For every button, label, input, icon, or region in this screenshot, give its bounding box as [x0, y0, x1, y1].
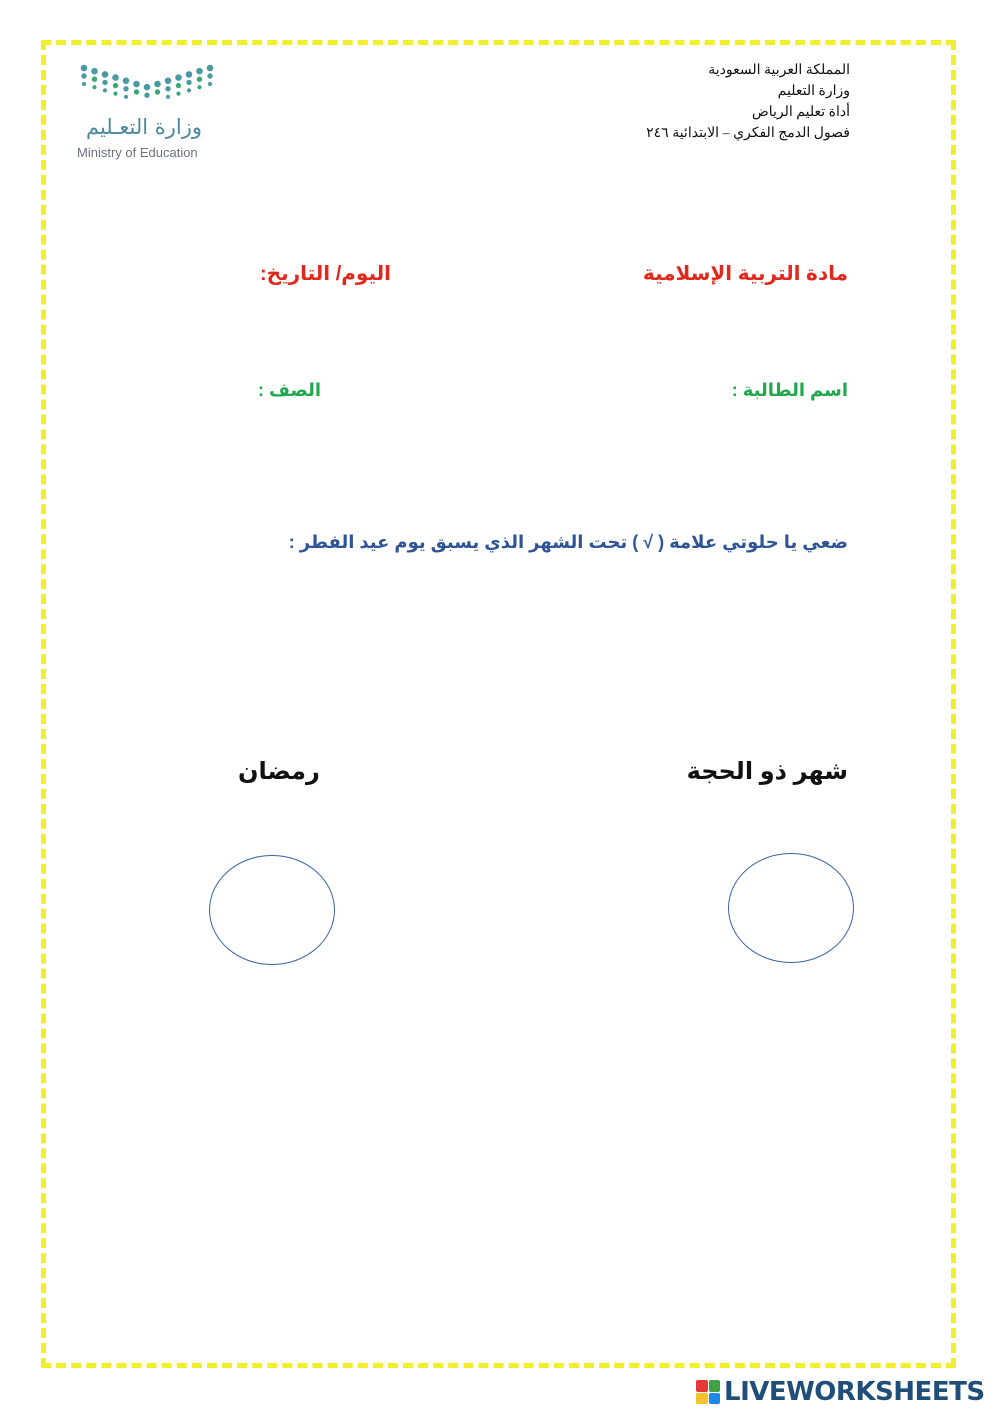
logo-dot [91, 68, 98, 75]
logo-dot [187, 88, 191, 92]
logo-dot [92, 85, 96, 89]
logo-dot [186, 80, 191, 85]
logo-dot [155, 89, 160, 94]
logo-dot [165, 86, 170, 91]
logo-dot [154, 81, 161, 88]
logo-dot [112, 74, 119, 81]
logo-dot [81, 65, 88, 72]
logo-dot [165, 78, 172, 85]
header-block [530, 60, 850, 144]
page-border [41, 40, 956, 1368]
logo-dot [103, 88, 107, 92]
logo-dot [123, 78, 130, 85]
header-line-ministry: وزارة التعليم [777, 84, 850, 99]
logo-dot [144, 93, 149, 98]
logo-dot [123, 86, 128, 91]
watermark-text: LIVEWORKSHEETS [724, 1377, 985, 1407]
header-line-country: المملكة العربية السعودية [708, 63, 850, 78]
answer-circle-dhul-hijjah[interactable] [728, 853, 854, 963]
logo-dot [166, 95, 170, 99]
logo-dot [176, 83, 181, 88]
logo-dot [134, 89, 139, 94]
answer-circle-ramadan[interactable] [209, 855, 335, 965]
logo-arabic-text: وزارة التعـليم [85, 115, 203, 139]
logo-dot [133, 81, 140, 88]
option-label-ramadan: رمضان [238, 758, 320, 785]
logo-dot [81, 73, 86, 78]
logo-dot [113, 92, 117, 96]
logo-dot [175, 74, 182, 81]
header-line-region: أداة تعليم الرياض [751, 105, 850, 120]
logo-dot [176, 92, 180, 96]
logo-dot [197, 85, 201, 89]
liveworksheets-logo-icon [696, 1380, 720, 1404]
logo-dot [102, 80, 107, 85]
logo-dot [196, 68, 203, 75]
logo-dot [102, 71, 109, 78]
logo-dot [124, 95, 128, 99]
logo-english-text: Ministry of Education [77, 145, 198, 160]
logo-dot [207, 73, 212, 78]
subject-title: مادة التربية الإسلامية [642, 263, 848, 285]
logo-dot [207, 65, 214, 72]
logo-dot [144, 84, 151, 91]
student-name-label: اسم الطالبة : [731, 380, 848, 400]
date-label: اليوم/ التاريخ: [260, 263, 391, 285]
logo-dot [113, 83, 118, 88]
logo-dot [82, 82, 86, 86]
logo-dot [208, 82, 212, 86]
header-line-school: فصول الدمج الفكري – الابتدائية ٢٤٦ [646, 126, 850, 141]
logo-dot [92, 77, 97, 82]
option-label-dhul-hijjah: شهر ذو الحجة [686, 758, 848, 785]
logo-dot [186, 71, 193, 78]
class-label: الصف : [258, 380, 322, 400]
logo-dot [197, 77, 202, 82]
liveworksheets-watermark [696, 1376, 985, 1408]
question-instruction: ضعي يا حلوتي علامة ( √ ) تحت الشهر الذي يسبق يوم عيد الفطر : [288, 532, 848, 552]
